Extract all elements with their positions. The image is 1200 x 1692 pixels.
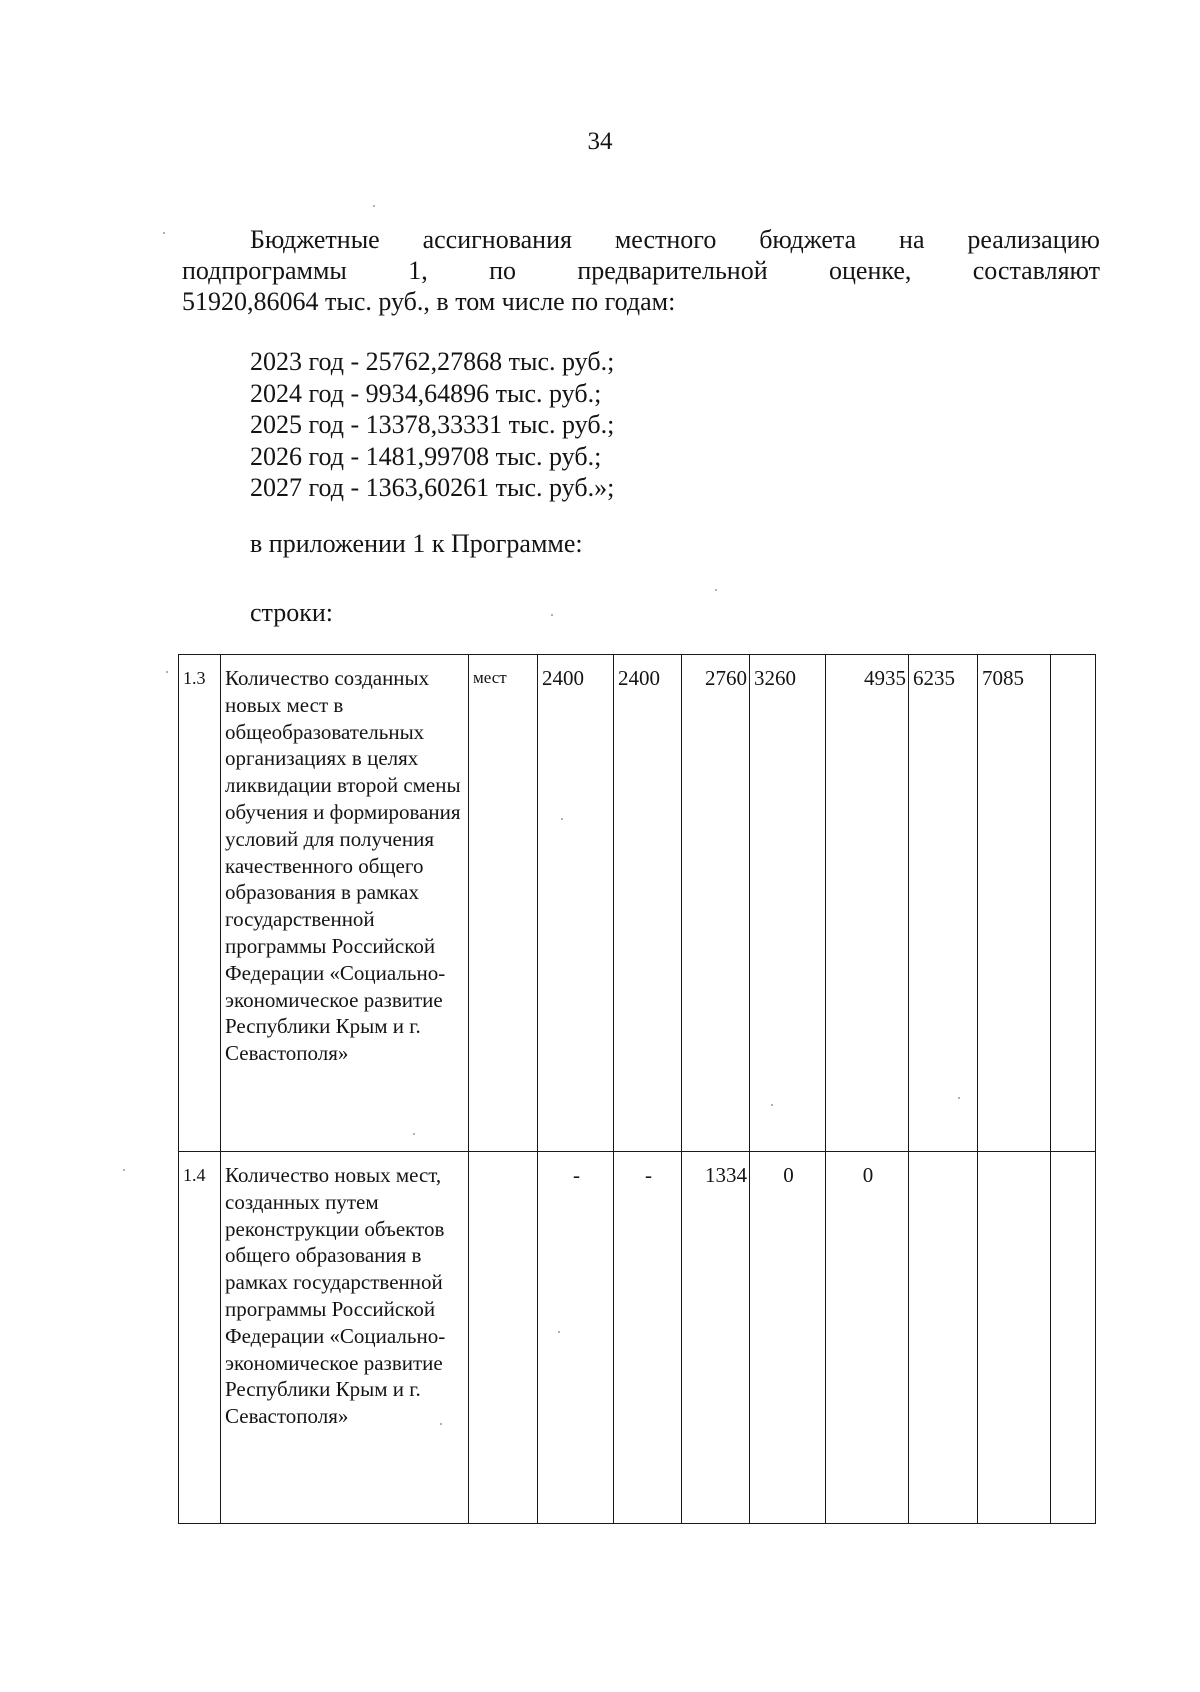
scan-speck: [771, 1104, 773, 1106]
value-cell: 0: [750, 1152, 826, 1524]
intro-word: по: [489, 256, 516, 285]
value-cell: 2400: [614, 655, 682, 1152]
value-cell: 3260: [750, 655, 826, 1152]
scan-speck: [561, 818, 563, 820]
year-line-2025: 2025 год - 13378,33331 тыс. руб.;: [250, 410, 615, 439]
intro-word: бюджета: [759, 225, 857, 254]
value-cell: [978, 1152, 1051, 1524]
scan-speck: [958, 1097, 960, 1099]
year-line-2027: 2027 год - 1363,60261 тыс. руб.»;: [250, 473, 615, 502]
scan-speck: [551, 614, 553, 616]
value-cell: 4935: [826, 655, 909, 1152]
value-cell: -: [538, 1152, 614, 1524]
budget-paragraph: [182, 224, 1100, 317]
year-line-2024: 2024 год - 9934,64896 тыс. руб.;: [250, 378, 602, 408]
scan-speck: [373, 205, 375, 207]
yearly-allocations: [250, 346, 614, 504]
intro-word: реализацию: [967, 225, 1100, 254]
intro-word: составляют: [972, 256, 1100, 285]
scan-speck: [715, 589, 717, 591]
row-number: 1.4: [179, 1152, 221, 1524]
unit-cell: [469, 1152, 538, 1524]
intro-word: Бюджетные: [250, 225, 380, 254]
value-cell: 1334: [682, 1152, 750, 1524]
year-line-2023: 2023 год - 25762,27868 тыс. руб.;: [250, 347, 615, 376]
value-cell: 2400: [538, 655, 614, 1152]
scan-speck: [440, 1423, 442, 1425]
intro-word: на: [899, 225, 925, 254]
appendix-note: в приложении 1 к Программе:: [250, 529, 583, 558]
value-cell: 6235: [909, 655, 978, 1152]
table-row: [179, 1152, 1096, 1524]
value-cell: 2760: [682, 655, 750, 1152]
scan-speck: [166, 671, 168, 673]
intro-line-1: [182, 224, 1100, 255]
intro-word: подпрограммы: [182, 256, 347, 285]
indicators-table: [178, 654, 1096, 1524]
intro-word: ассигнования: [422, 225, 572, 254]
intro-word: 1,: [408, 256, 428, 285]
year-line-2026: 2026 год - 1481,99708 тыс. руб.;: [250, 441, 602, 471]
scan-speck: [558, 1331, 560, 1333]
value-cell: [1051, 1152, 1096, 1524]
scan-speck: [413, 1133, 415, 1135]
row-number: 1.3: [179, 655, 221, 1152]
value-cell: [1051, 655, 1096, 1152]
value-cell: [909, 1152, 978, 1524]
intro-word: местного: [614, 225, 717, 254]
value-cell: 0: [826, 1152, 909, 1524]
indicator-name: Количество новых мест, созданных путем реконструкции объектов общего образования в рамках государственной программы Российской Федерации «Социально-экономическое развитие Республики Крым и г. Севастополя»: [221, 1152, 469, 1524]
scan-speck: [163, 232, 165, 234]
value-cell: -: [614, 1152, 682, 1524]
intro-word: оценке,: [828, 256, 912, 285]
intro-word: предварительной: [577, 256, 768, 285]
rows-label: строки:: [250, 598, 333, 627]
scan-speck: [123, 1169, 125, 1171]
intro-line-3: 51920,86064 тыс. руб., в том числе по годам:: [182, 287, 676, 316]
unit-cell: мест: [469, 655, 538, 1152]
intro-line-2: [182, 255, 1100, 286]
page-number: 34: [587, 128, 613, 155]
table-row: [179, 655, 1096, 1152]
indicator-name: Количество созданных новых мест в общеобразовательных организациях в целях ликвидации второй смены обучения и формирования условий для получения качественного общего образования в рамках государственной программы Российской Федерации «Социально-экономическое развитие Республики Крым и г. Севастополя»: [221, 655, 469, 1152]
value-cell: 7085: [978, 655, 1051, 1152]
